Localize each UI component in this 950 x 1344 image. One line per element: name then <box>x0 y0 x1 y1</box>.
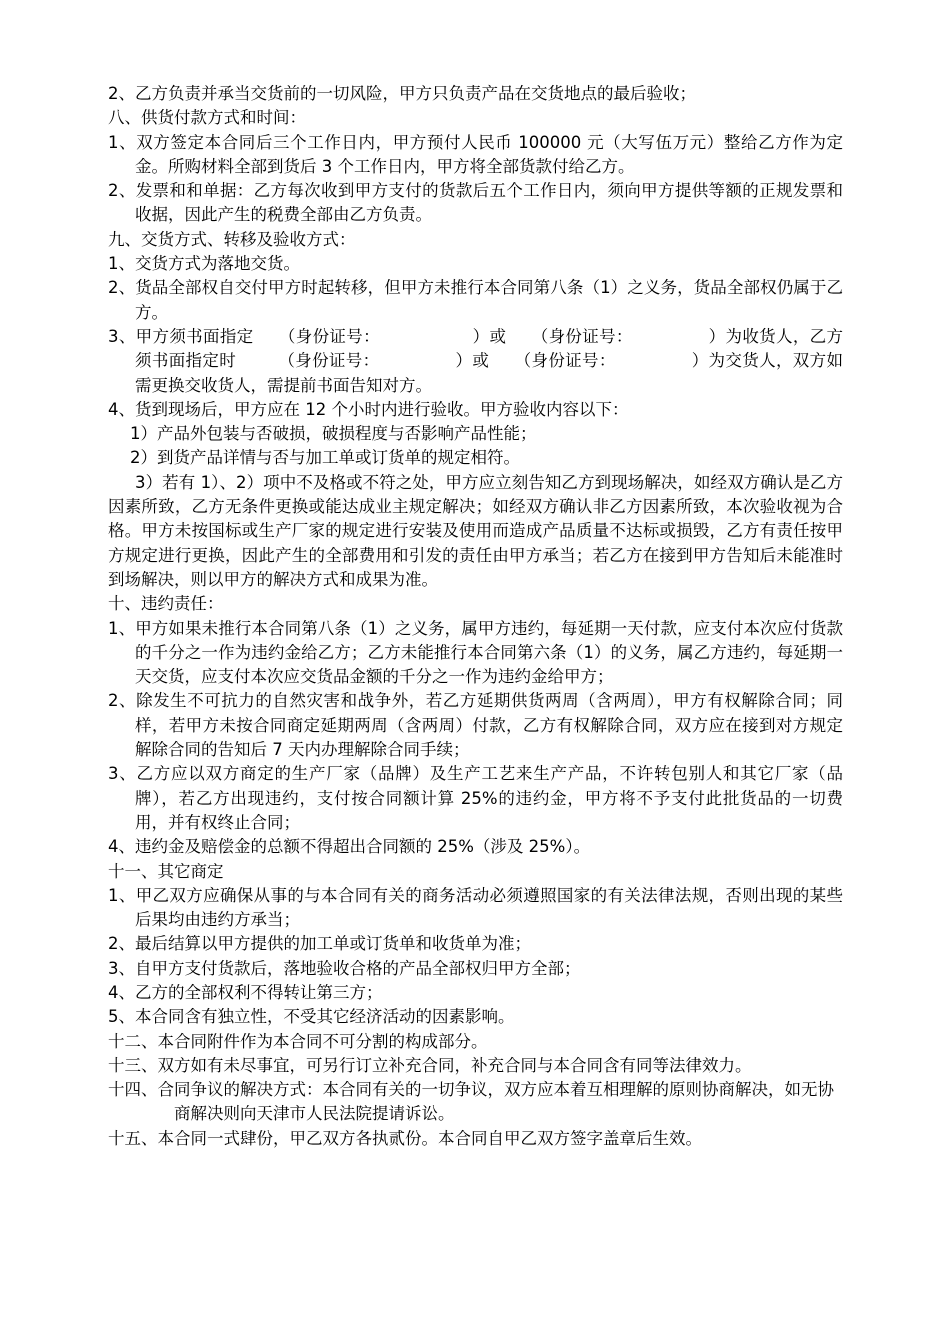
section-14: 十四、合同争议的解决方式：本合同有关的一切争议，双方应本着互相理解的原则协商解决，如无协商解决则向天津市人民法院提请诉讼。 <box>108 1080 834 1124</box>
clause-9-4-sub-1: 1）产品外包装与否破损，破损程度与否影响产品性能； <box>130 424 537 444</box>
clause-11-item-1: 1、甲乙双方应确保从事的与本合同有关的商务活动必须遵照国家的有关法律法规，否则出现的某些后果均由违约方承当； <box>108 885 843 930</box>
clause-11-item-5: 5、本合同含有独立性，不受其它经济活动的因素影响。 <box>108 1007 515 1027</box>
clause-10-item-1: 1、甲方如果未推行本合同第八条（1）之义务，属甲方违约，每延期一天付款，应支付本次应付货款的千分之一作为违约金给乙方；乙方未能推行本合同第六条（1）的义务，属乙方违约，每延期一天交货，应支付本次应交货品金额的千分之一作为违约金给甲方； <box>108 618 843 687</box>
section-8-heading: 八、供货付款方式和时间： <box>108 108 306 128</box>
clause-11-item-2: 2、最后结算以甲方提供的加工单或订货单和收货单为准； <box>108 934 531 954</box>
clause-9-item-2: 2、货品全部权自交付甲方时起转移，但甲方未推行本合同第八条（1）之义务，货品全部权仍属于乙方。 <box>108 278 843 322</box>
section-15: 十五、本合同一式肆份，甲乙双方各执贰份。本合同自甲乙双方签字盖章后生效。 <box>108 1128 702 1148</box>
clause-10-item-3: 3、乙方应以双方商定的生产厂家（品牌）及生产工艺来生产产品，不许转包别人和其它厂家（品牌），若乙方出现违约，支付按合同额计算 25%的违约金，甲方将不予支付此批货品的一切费用，并有权终止合同； <box>108 764 843 832</box>
clause-9-item-1: 1、交货方式为落地交货。 <box>108 254 300 274</box>
clause-9-4-sub-3: 3）若有 1）、2）项中不及格或不符之处，甲方应立刻告知乙方到现场解决，如经双方确认是乙方因素所致，乙方无条件更换或能达成业主规定解决；如经双方确认非乙方因素所致，本次验收视为合格。甲方未按国标或生产厂家的规定进行安装及使用而造成产品质量不达标或损毁，乙方有责任按甲方规定进行更换，因此产生的全部费用和引发的责任由甲方承当；若乙方在接到甲方告知后未能准时到场解决，则以甲方的解决方式和成果为准。 <box>108 472 843 589</box>
contract-document <box>108 82 843 1151</box>
clause-8-item-1: 1、双方签定本合同后三个工作日内，甲方预付人民币 100000 元（大写伍万元）整给乙方作为定金。所购材料全部到货后 3 个工作日内，甲方将全部货款付给乙方。 <box>108 132 843 176</box>
clause-9-item-3: 3、甲方须书面指定 （身份证号： ）或 （身份证号： ）为收货人，乙方须书面指定时 （身份证号： ）或 （身份证号： ）为交货人，双方如需更换交收货人，需提前书面告知对方。 <box>108 326 843 395</box>
clause-10-item-2: 2、除发生不可抗力的自然灾害和战争外，若乙方延期供货两周（含两周），甲方有权解除合同；同样，若甲方未按合同商定延期两周（含两周）付款，乙方有权解除合同，双方应在接到对方规定解除合同的告知后 7 天内办理解除合同手续； <box>108 691 843 760</box>
clause-10-item-4: 4、违约金及赔偿金的总额不得超出合同额的 25%（涉及 25%）。 <box>108 837 591 857</box>
clause-7-item-2: 2、乙方负责并承当交货前的一切风险，甲方只负责产品在交货地点的最后验收； <box>108 84 696 103</box>
section-9-heading: 九、交货方式、转移及验收方式： <box>108 229 356 249</box>
clause-8-item-2: 2、发票和和单据：乙方每次收到甲方支付的货款后五个工作日内，须向甲方提供等额的正规发票和收据，因此产生的税费全部由乙方负责。 <box>108 181 843 225</box>
clause-9-item-4: 4、货到现场后，甲方应在 12 个小时内进行验收。甲方验收内容以下： <box>108 399 629 419</box>
section-11-heading: 十一、其它商定 <box>108 861 224 881</box>
section-13: 十三、双方如有未尽事宜，可另行订立补充合同，补充合同与本合同含有同等法律效力。 <box>108 1055 752 1075</box>
section-12: 十二、本合同附件作为本合同不可分割的构成部分。 <box>108 1031 488 1051</box>
clause-9-4-sub-2: 2）到货产品详情与否与加工单或订货单的规定相符。 <box>130 448 520 468</box>
clause-11-item-3: 3、自甲方支付货款后，落地验收合格的产品全部权归甲方全部； <box>108 958 581 978</box>
clause-11-item-4: 4、乙方的全部权利不得转让第三方； <box>108 982 383 1002</box>
section-10-heading: 十、违约责任： <box>108 594 224 614</box>
